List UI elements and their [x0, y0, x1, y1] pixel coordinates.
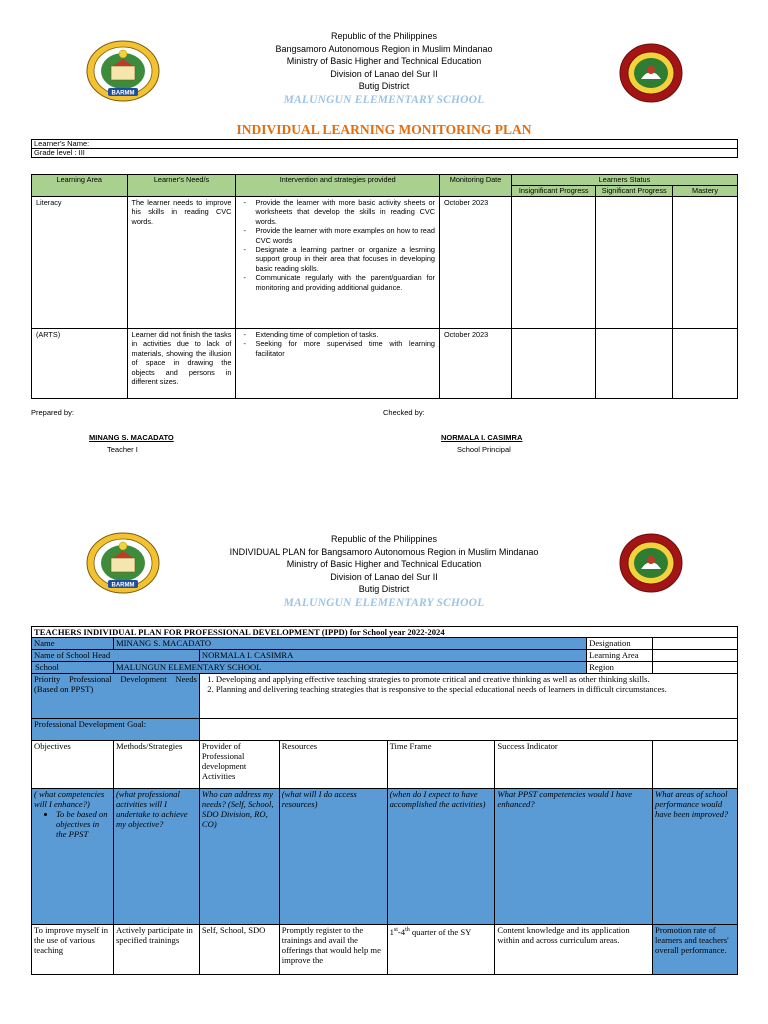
col-time-frame: Time Frame	[387, 741, 495, 789]
status-cell	[672, 329, 737, 399]
row-monitoring-date: October 2023	[439, 329, 511, 399]
priority-need-item: 1. Developing and applying effective teaching strategies to promote critical and creative thinking as well as other thinking skills.	[216, 674, 735, 684]
school-label: School	[32, 662, 114, 674]
col-learning-area: Learning Area	[32, 175, 128, 197]
table-row	[32, 925, 738, 975]
checked-by-name: NORMALA I. CASIMRA	[441, 433, 523, 442]
checked-by-label: Checked by:	[383, 408, 425, 417]
status-cell	[512, 329, 596, 399]
col-learners-status: Learners Status	[512, 175, 738, 186]
designation-label: Designation	[587, 638, 653, 650]
letterhead-line: Bangsamoro Autonomous Region in Muslim Mindanao	[275, 43, 493, 54]
pd-goal-label	[32, 719, 200, 741]
guide-extra: What areas of school performance would have been improved?	[653, 789, 738, 925]
status-cell	[596, 329, 673, 399]
table-row	[32, 329, 738, 399]
pd-goal-text: Professional Development Goal:	[34, 719, 147, 729]
col-monitoring-date: Monitoring Date	[439, 175, 511, 197]
letterhead-line: Ministry of Basic Higher and Technical Education	[286, 56, 482, 67]
status-cell	[672, 197, 737, 329]
region-label: Region	[587, 662, 653, 674]
col-methods: Methods/Strategies	[113, 741, 199, 789]
row-resources: Promptly register to the trainings and avail the offerings that would help me improve the	[279, 925, 387, 975]
row-success: Content knowledge and its application within and across curriculum areas.	[495, 925, 653, 975]
letterhead	[0, 30, 768, 107]
letterhead-line: Division of Lanao del Sur II	[330, 68, 438, 79]
letterhead-line: Butig District	[358, 81, 410, 92]
prepared-by-role: Teacher I	[107, 445, 138, 454]
prepared-by-label: Prepared by:	[31, 408, 74, 417]
col-resources: Resources	[279, 741, 387, 789]
row-monitoring-date: October 2023	[439, 197, 511, 329]
status-mastery: Mastery	[672, 186, 737, 197]
monitoring-table	[31, 174, 738, 399]
region-value	[653, 662, 738, 674]
tf-num: 1	[389, 926, 394, 937]
intervention-item: - Seeking for more supervised time with learning facilitator	[240, 339, 435, 358]
guide-objectives-bullet: • To be based on objectives in the PPST	[56, 809, 111, 839]
row-extra: Promotion rate of learners and teachers' overall performance.	[653, 925, 738, 975]
priority-needs-list	[199, 674, 737, 719]
learning-area-value	[653, 650, 738, 662]
pd-goal-value	[199, 719, 737, 741]
letterhead-line: INDIVIDUAL PLAN for Bangsamoro Autonomous Region in Muslim Mindanao	[229, 546, 539, 557]
priority-needs-label: Priority Professional Development Needs (Based on PPST)	[32, 674, 200, 719]
ippd-table	[31, 626, 738, 975]
school-value: MALUNGUN ELEMENTARY SCHOOL	[113, 662, 586, 674]
row-learner-needs: Learner did not finish the tasks in activities due to lack of materials, showing the illusion of space in drawing the objects and persons in different sizes.	[127, 329, 236, 399]
table-row	[32, 197, 738, 329]
row-learning-area: (ARTS)	[32, 329, 128, 399]
status-cell	[596, 197, 673, 329]
col-intervention: Intervention and strategies provided	[236, 175, 440, 197]
guide-resources: (what will I do access resources)	[279, 789, 387, 925]
row-methods: Actively participate in specified trainings	[113, 925, 199, 975]
guide-objectives	[32, 789, 114, 925]
letterhead-line: Republic of the Philippines	[330, 534, 438, 544]
status-insignificant: Insignificant Progress	[512, 186, 596, 197]
page-title: INDIVIDUAL LEARNING MONITORING PLAN	[236, 122, 532, 137]
school-head-value: NORMALA I. CASIMRA	[199, 650, 586, 662]
intervention-item: - Provide the learner with more examples on how to read CVC words	[240, 226, 435, 245]
checked-by-role: School Principal	[457, 445, 511, 454]
school-head-label: Name of School Head	[32, 650, 200, 662]
col-objectives: Objectives	[32, 741, 114, 789]
tf-dash: -4	[397, 926, 406, 937]
row-learning-area: Literacy	[32, 197, 128, 329]
prepared-by-name: MINANG S. MACADATO	[89, 433, 174, 442]
intervention-item: - Extending time of completion of tasks.	[240, 330, 435, 339]
col-learner-needs: Learner's Need/s	[127, 175, 236, 197]
name-value: MINANG S. MACADATO	[113, 638, 586, 650]
letterhead-line: Republic of the Philippines	[330, 31, 438, 41]
letterhead	[0, 533, 768, 610]
designation-value	[653, 638, 738, 650]
guide-time-frame: (when do I expect to have accomplished the activities)	[387, 789, 495, 925]
col-extra	[653, 741, 738, 789]
ippd-title: TEACHERS INDIVIDUAL PLAN FOR PROFESSIONAL DEVELOPMENT (IPPD) for School year 2022-2024	[32, 627, 738, 638]
school-name: MALUNGUN ELEMENTARY SCHOOL	[283, 93, 485, 106]
grade-level-label: Grade level : III	[32, 149, 738, 158]
school-name: MALUNGUN ELEMENTARY SCHOOL	[283, 596, 485, 609]
seal-banner-text: BARMM	[111, 90, 135, 97]
seal-banner-text: BARMM	[111, 582, 135, 589]
letterhead-line: Butig District	[358, 584, 410, 595]
intervention-item: - Designate a learning partner or organize a lesrning support group in their area that focuses in developing basic reading skills.	[240, 245, 435, 273]
guide-provider: Who can address my needs? (Self, School, SDO Division, RO, CO)	[199, 789, 279, 925]
row-objectives: To improve myself in the use of various teaching	[32, 925, 114, 975]
tf-sup: st	[393, 927, 398, 933]
learner-info-table	[31, 139, 738, 158]
row-interventions	[236, 197, 440, 329]
guide-methods: (what professional activities will I undertake to achieve my objective?	[113, 789, 199, 925]
col-provider: Provider of Professional development Activities	[199, 741, 279, 789]
priority-need-item: 2. Planning and delivering teaching strategies that is responsive to the special educational needs of learners in difficult circumstances.	[216, 684, 735, 694]
row-learner-needs: The learner needs to improve his skills in reading CVC words.	[127, 197, 236, 329]
guide-objectives-text: ( what competencies will I enhance?)	[34, 789, 105, 809]
status-cell	[512, 197, 596, 329]
learning-area-label: Learning Area	[587, 650, 653, 662]
intervention-item: - Provide the learner with more basic activity sheets or worksheets that develop the skills in reading CVC words.	[240, 198, 435, 226]
letterhead-line: Division of Lanao del Sur II	[330, 571, 438, 582]
col-success-indicator: Success Indicator	[495, 741, 653, 789]
learner-name-label: Learner's Name:	[32, 140, 738, 149]
row-interventions	[236, 329, 440, 399]
intervention-item: - Communicate regularly with the parent/guardian for monitoring and providing additional guidance.	[240, 273, 435, 292]
row-provider: Self, School, SDO	[199, 925, 279, 975]
letterhead-line: Ministry of Basic Higher and Technical Education	[286, 559, 482, 570]
guide-success: What PPST competencies would I have enhanced?	[495, 789, 653, 925]
tf-rest: quarter of the SY	[409, 926, 472, 937]
row-time-frame	[387, 925, 495, 975]
status-significant: Significant Progress	[596, 186, 673, 197]
tf-sup: th	[405, 927, 410, 933]
name-label: Name	[32, 638, 114, 650]
